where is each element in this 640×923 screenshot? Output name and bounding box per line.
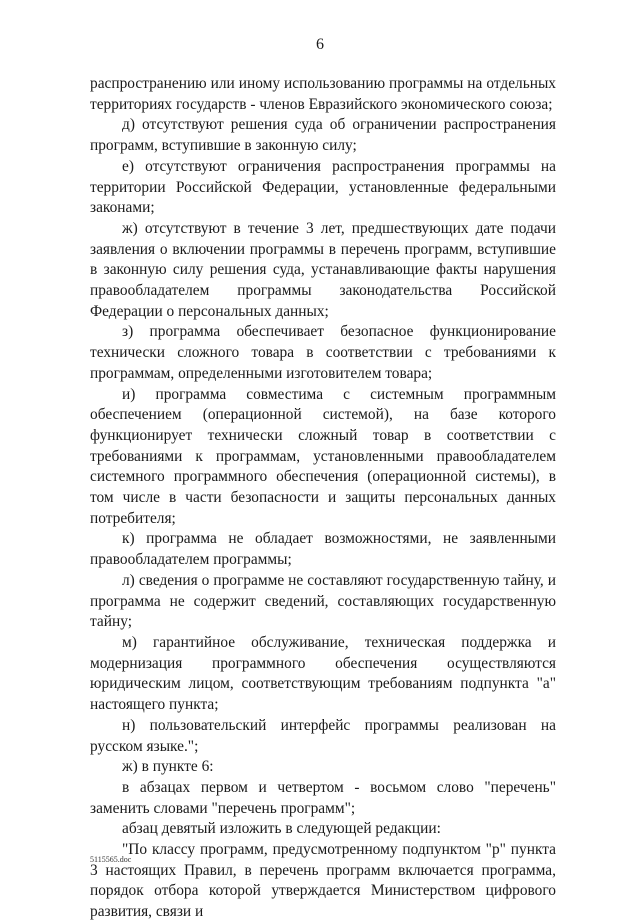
paragraph: "По классу программ, предусмотренному подпунктом "р" пункта 3 настоящих Правил, в перечень программ включается программа, порядок отбора которой утверждается Министерством цифрового развития, связи и bbox=[90, 841, 556, 921]
paragraph: л) сведения о программе не составляют государственную тайну, и программа не содержит сведений, составляющих государственную тайну; bbox=[90, 571, 556, 631]
paragraph: н) пользовательский интерфейс программы реализован на русском языке."; bbox=[90, 716, 556, 755]
paragraph: распространению или иному использованию программы на отдельных территориях государств - членов Евразийского экономического союза; bbox=[90, 75, 556, 113]
paragraph: ж) отсутствуют в течение 3 лет, предшествующих дате подачи заявления о включении программы в перечень программ, вступившие в законную силу решения суда, устанавливающие факты нарушения правообладателем программы законодательства Российской Федерации о персональных данных; bbox=[90, 219, 556, 320]
paragraph: е) отсутствуют ограничения распространения программы на территории Российской Федерации, установленные федеральными законами; bbox=[90, 157, 556, 217]
paragraph: в абзацах первом и четвертом - восьмом слово "перечень" заменить словами "перечень программ"; bbox=[90, 778, 556, 817]
paragraph: д) отсутствуют решения суда об ограничении распространения программ, вступившие в законную силу; bbox=[90, 116, 556, 155]
paragraph: к) программа не обладает возможностями, не заявленными правообладателем программы; bbox=[90, 530, 556, 569]
paragraph: и) программа совместима с системным программным обеспечением (операционной системой), на базе которого функционирует технически сложный товар в соответствии с требованиями к программам, установленными правообладателем системного программного обеспечения (операционной системы), в том числе в части безопасности и защиты персональных данных потребителя; bbox=[90, 385, 556, 527]
page-number: 6 bbox=[316, 36, 324, 53]
document-body bbox=[90, 74, 556, 923]
paragraph: ж) в пункте 6: bbox=[122, 758, 214, 776]
paragraph: абзац девятый изложить в следующей редакции: bbox=[122, 820, 441, 838]
paragraph: м) гарантийное обслуживание, техническая поддержка и модернизация программного обеспечения осуществляются юридическим лицом, соответствующим требованиям подпункта "а" настоящего пункта; bbox=[90, 633, 556, 714]
document-filename: 5115565.doc bbox=[90, 855, 132, 864]
paragraph: з) программа обеспечивает безопасное функционирование технически сложного товара в соответствии с требованиями к программам, определенными изготовителем товара; bbox=[90, 323, 556, 382]
